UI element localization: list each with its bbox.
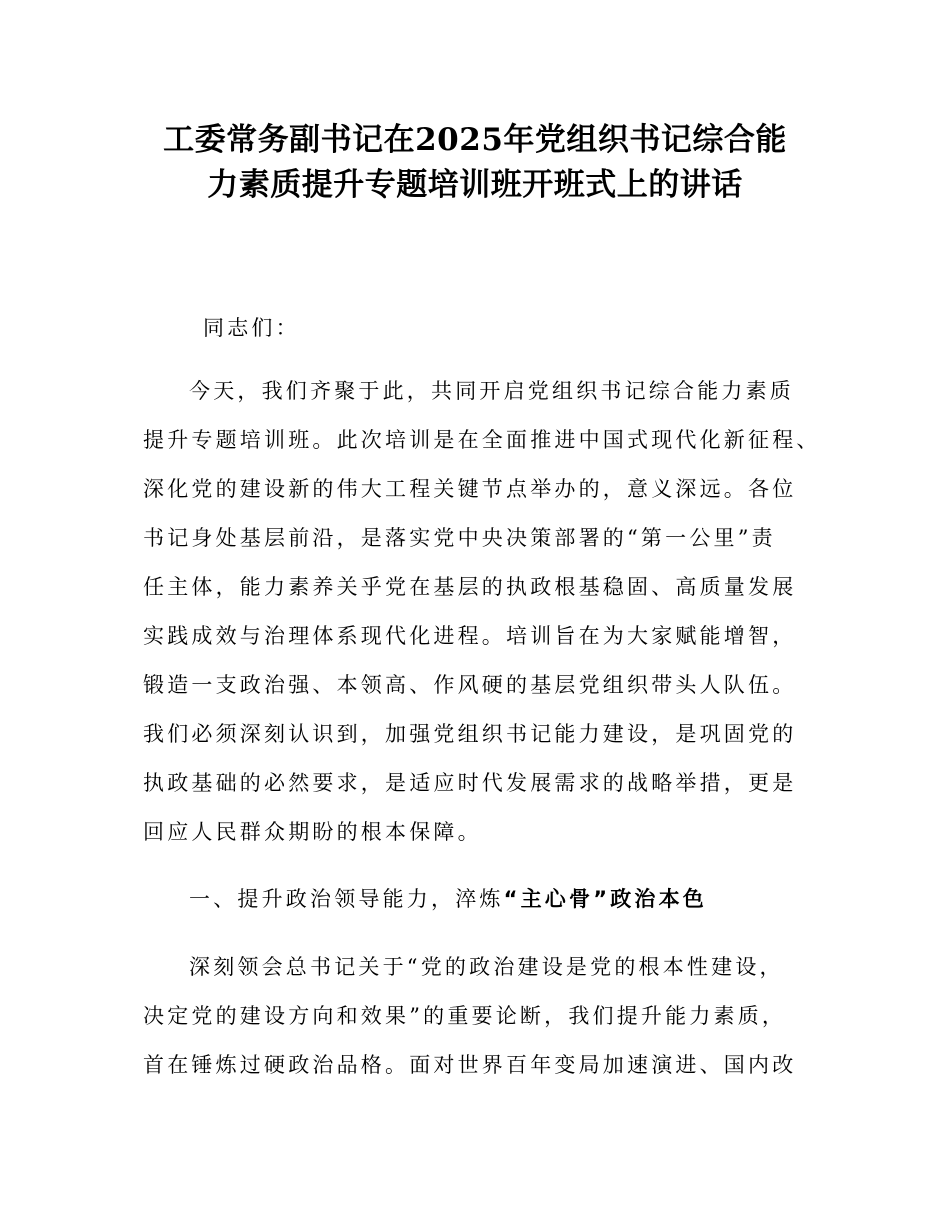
paragraph-line: 提升专题培训班。此次培训是在全面推进中国式现代化新征程、 (143, 428, 821, 452)
intro-paragraph (143, 377, 833, 867)
paragraph-line: 执政基础的必然要求，是适应时代发展需求的战略举措，更是 (143, 771, 797, 795)
paragraph-line: 实践成效与治理体系现代化进程。培训旨在为大家赋能增智， (143, 624, 797, 648)
section-heading-text: 一、提升政治领导能力，淬炼 (189, 887, 504, 911)
paragraph-line: 我们必须深刻认识到，加强党组织书记能力建设，是巩固党的 (143, 722, 797, 746)
section-heading-emphasis: “主心骨”政治本色 (503, 887, 708, 911)
salutation: 同志们： (203, 316, 300, 340)
title-line: 工委常务副书记在2025年党组织书记综合能 (163, 122, 787, 158)
paragraph-line: 任主体，能力素养关乎党在基层的执政根基稳固、高质量发展 (143, 575, 797, 599)
paragraph-line: 决定党的建设方向和效果”的重要论断，我们提升能力素质， (143, 1004, 787, 1028)
document-title (100, 118, 850, 208)
paragraph-line: 今天，我们齐聚于此，共同开启党组织书记综合能力素质 (189, 379, 794, 403)
paragraph-line: 回应人民群众期盼的根本保障。 (143, 820, 482, 844)
paragraph-line: 深化党的建设新的伟大工程关键节点举办的，意义深远。各位 (143, 477, 797, 501)
paragraph-line: 首在锤炼过硬政治品格。面对世界百年变局加速演进、国内改 (143, 1053, 797, 1077)
paragraph-line: 书记身处基层前沿，是落实党中央决策部署的“第一公里”责 (143, 526, 776, 550)
paragraph-line: 锻造一支政治强、本领高、作风硬的基层党组织带头人队伍。 (143, 673, 797, 697)
paragraph-line: 深刻领会总书记关于“党的政治建设是党的根本性建设， (189, 955, 784, 979)
section-paragraph (143, 953, 833, 1100)
title-line: 力素质提升专题培训班开班式上的讲话 (207, 167, 743, 203)
section-heading (189, 885, 707, 913)
